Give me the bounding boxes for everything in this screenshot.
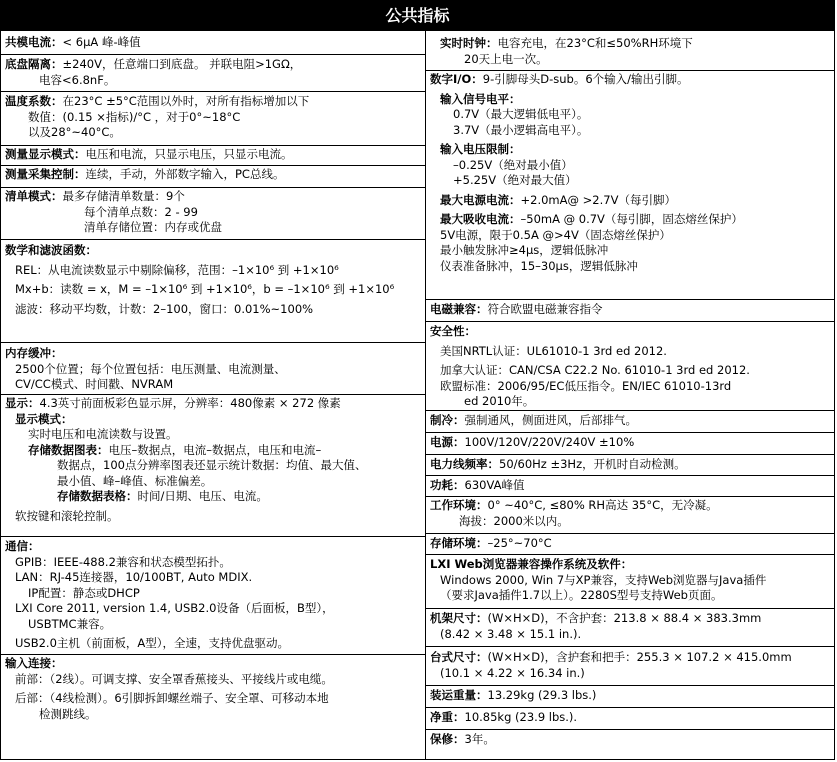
emc-value: 符合欧盟电磁兼容指令 xyxy=(487,302,603,316)
input-label: 输入连接： xyxy=(5,656,63,670)
consumption-section xyxy=(426,475,834,497)
temp-coef-cont1: 数值：(0.15 ×指标)/°C ，对于0°~18°C xyxy=(28,109,241,124)
digital-io-section xyxy=(426,70,834,300)
comm-usbhost: USB2.0主机（前面板，A型），全速，支持优盘驱动。 xyxy=(15,636,290,650)
display-realtime: 实时电压和电流读数与设置。 xyxy=(28,427,178,441)
lxi-web-section xyxy=(426,554,834,609)
dio-ready: 仪表准备脉冲，15–30μs，逻辑低脉冲 xyxy=(440,258,638,273)
rack-value: (W×H×D)，不含护套：213.8 × 88.4 × 383.3mm xyxy=(487,611,762,625)
cooling-label: 制冷： xyxy=(430,413,465,427)
display-label: 显示： xyxy=(5,396,40,410)
rack-cont: (8.42 × 3.48 × 15.1 in.). xyxy=(440,626,582,641)
comm-lan: LAN：RJ-45连接器，10/100BT, Auto MDIX. xyxy=(15,570,253,584)
warranty-section xyxy=(426,729,834,759)
display-graph-value: 电压–数据点，电流–数据点，电压和电流– xyxy=(108,442,322,457)
temp-coef-cont2: 以及28°~40°C。 xyxy=(28,125,121,139)
safety-ca: 加拿大认证：CAN/CSA C22.2 No. 61010-1 3rd ed 2012. xyxy=(440,363,750,377)
net-weight-section xyxy=(426,707,834,730)
clock-label: 实时时钟： xyxy=(440,36,498,50)
dio-level-label: 输入信号电平： xyxy=(440,91,521,106)
dio-sink-label: 最大吸收电流： xyxy=(440,212,521,226)
storage-label: 存储环境： xyxy=(430,536,488,550)
safety-us: 美国NRTL认证：UL61010-1 3rd ed 2012. xyxy=(440,343,667,358)
temp-coef-value: 在23°C ±5°C范围以外时，对所有指标增加以下 xyxy=(62,94,310,108)
bench-cont: (10.1 × 4.22 × 16.34 in.) xyxy=(440,665,585,680)
net-weight-value: 10.85kg (23.9 lbs.). xyxy=(464,710,578,724)
display-section xyxy=(1,394,425,537)
environment-value: 0° ~40°C, ≤80% RH高达 35°C，无冷凝。 xyxy=(487,498,718,512)
isolation-cont: 电容<6.8nF。 xyxy=(39,72,116,87)
safety-eu-cont: ed 2010年。 xyxy=(464,394,535,408)
digital-io-label: 数字I/O： xyxy=(430,72,483,86)
power-value: 100V/120V/220V/240V ±10% xyxy=(464,435,635,449)
dio-source-value: +2.0mA@ >2.7V（每引脚） xyxy=(520,192,676,207)
line-freq-value: 50/60Hz ±3Hz，开机时自动检测。 xyxy=(499,457,686,471)
input-section xyxy=(1,654,425,759)
input-front: 前部：（2线）。可调支撑、安全罩香蕉接头、平接线片或电缆。 xyxy=(15,671,333,686)
display-table-value: 时间/日期、电压、电流。 xyxy=(137,489,268,503)
page-title: 公共指标 xyxy=(1,1,834,31)
environment-altitude: 海拔：2000米以内。 xyxy=(459,513,569,528)
warranty-label: 保修： xyxy=(430,732,465,746)
line-freq-label: 电力线频率： xyxy=(430,457,499,471)
clock-cont: 20天上电一次。 xyxy=(464,51,548,66)
list-mode-cont1: 每个清单点数：2 - 99 xyxy=(84,204,198,219)
dio-supply: 5V电源，限于0.5A @>4V（固态熔丝保护） xyxy=(440,227,671,242)
math-filter: 滤波：移动平均数，计数：2–100，窗口：0.01%~100% xyxy=(15,301,314,316)
storage-section xyxy=(426,533,834,555)
display-graph-cont1: 数据点，100点分辨率图表还显示统计数据：均值、最大值、 xyxy=(57,458,367,472)
safety-eu: 欧盟标准：2006/95/EC低压指令。EN/IEC 61010-13rd xyxy=(440,378,732,393)
memory-line1: 2500个位置；每个位置包括：电压测量、电流测量、 xyxy=(15,361,286,376)
right-column xyxy=(426,31,834,759)
environment-label: 工作环境： xyxy=(430,498,488,512)
list-mode-label: 清单模式： xyxy=(5,189,63,203)
display-value: 4.3英寸前面板彩色显示屏，分辨率：480像素 × 272 像素 xyxy=(39,396,341,410)
ship-weight-label: 装运重量： xyxy=(430,688,488,702)
isolation-section xyxy=(1,54,425,92)
cooling-value: 强制通风，侧面进风，后部排气。 xyxy=(464,413,637,427)
warranty-value: 3年。 xyxy=(464,732,495,746)
dio-low: 0.7V（最大逻辑低电平）。 xyxy=(453,107,589,121)
comm-ip: IP配置：静态或DHCP xyxy=(28,585,140,600)
meas-display-value: 电压和电流，只显示电压，只显示电流。 xyxy=(85,147,293,161)
dio-trigger: 最小触发脉冲≥4μs，逻辑低脉冲 xyxy=(440,243,609,257)
temp-coef-label: 温度系数： xyxy=(5,94,63,108)
math-section xyxy=(1,239,425,343)
comm-usbtmc: USBTMC兼容。 xyxy=(28,616,112,631)
input-rear: 后部：（4线检测）。6引脚拆卸螺丝端子、安全罩、可移动本地 xyxy=(15,691,329,705)
safety-section xyxy=(426,321,834,411)
comm-lxi: LXI Core 2011, version 1.4, USB2.0设备（后面板，B型）， xyxy=(15,601,334,615)
power-label: 电源： xyxy=(430,435,465,449)
comm-label: 通信： xyxy=(5,539,40,553)
isolation-value: ±240V，任意端口到底盘。 并联电阻>1GΩ， xyxy=(62,57,302,71)
math-rel: REL：从电流读数显示中剔除偏移，范围：–1×10⁶ 到 +1×10⁶ xyxy=(15,262,339,277)
math-mxb: Mx+b：读数 = x，M = –1×10⁶ 到 +1×10⁶，b = –1×10⁶ 到 +1×10⁶ xyxy=(15,282,395,296)
dio-sink-value: –50mA @ 0.7V（每引脚，固态熔丝保护） xyxy=(520,212,743,226)
list-mode-section xyxy=(1,187,425,240)
common-mode-label: 共模电流： xyxy=(5,35,63,49)
dio-high: 3.7V（最小逻辑高电平）。 xyxy=(453,122,589,137)
memory-section xyxy=(1,342,425,395)
memory-line2: CV/CC模式、时间戳、NVRAM xyxy=(15,377,174,391)
cooling-section xyxy=(426,410,834,433)
clock-value: 电容充电，在23°C和≤50%RH环境下 xyxy=(497,36,693,50)
consumption-value: 630VA峰值 xyxy=(464,478,525,492)
display-graph-cont2: 最小值、峰–峰值、标准偏差。 xyxy=(57,473,213,488)
rack-section xyxy=(426,608,834,647)
display-table-label: 存储数据表格： xyxy=(57,489,138,503)
meas-display-section xyxy=(1,145,425,166)
comm-gpib: GPIB：IEEE-488.2兼容和状态模型拓扑。 xyxy=(15,554,231,569)
dio-limit-max: +5.25V（绝对最大值） xyxy=(453,173,577,187)
isolation-label: 底盘隔离： xyxy=(5,57,63,71)
bench-label: 台式尺寸： xyxy=(430,650,488,664)
bench-value: (W×H×D)，含护套和把手：255.3 × 107.2 × 415.0mm xyxy=(487,650,792,664)
emc-section xyxy=(426,299,834,322)
math-label: 数学和滤波函数： xyxy=(5,243,97,257)
comm-section xyxy=(1,536,425,655)
rack-label: 机架尺寸： xyxy=(430,611,488,625)
lxi-web-line1: Windows 2000, Win 7与XP兼容，支持Web浏览器与Java插件 xyxy=(440,572,767,587)
consumption-label: 功耗： xyxy=(430,478,465,492)
meas-control-value: 连续，手动，外部数字输入，PC总线。 xyxy=(85,167,285,181)
common-mode-section xyxy=(1,31,425,55)
display-graph-label: 存储数据图表： xyxy=(28,442,109,457)
environment-section xyxy=(426,496,834,534)
list-mode-value: 最多存储清单数量：9个 xyxy=(62,189,185,203)
list-mode-cont2: 清单存储位置：内存或优盘 xyxy=(84,220,222,234)
clock-section xyxy=(426,31,834,71)
bench-section xyxy=(426,646,834,686)
dio-limit-min: –0.25V（绝对最小值） xyxy=(453,157,573,172)
net-weight-label: 净重： xyxy=(430,710,465,724)
ship-weight-section xyxy=(426,685,834,708)
digital-io-value: 9-引脚母头D-sub。6个输入/输出引脚。 xyxy=(482,72,689,86)
meas-display-label: 测量显示模式： xyxy=(5,147,86,161)
dio-limit-label: 输入电压限制： xyxy=(440,142,521,156)
ship-weight-value: 13.29kg (29.3 lbs.) xyxy=(487,688,597,702)
display-modes-label: 显示模式： xyxy=(15,411,73,426)
lxi-web-line2: （要求Java插件1.7以上）。2280S型号支持Web页面。 xyxy=(440,588,723,602)
storage-value: –25°~70°C xyxy=(487,536,552,550)
input-rear-cont: 检测跳线。 xyxy=(39,706,97,721)
lxi-web-label: LXI Web浏览器兼容操作系统及软件： xyxy=(430,557,633,571)
display-softkeys: 软按键和滚轮控制。 xyxy=(15,508,119,523)
dio-source-label: 最大电源电流： xyxy=(440,192,521,207)
safety-label: 安全性： xyxy=(430,324,476,338)
meas-control-section xyxy=(1,165,425,188)
line-freq-section xyxy=(426,454,834,476)
left-column xyxy=(1,31,426,759)
meas-control-label: 测量采集控制： xyxy=(5,167,86,181)
emc-label: 电磁兼容： xyxy=(430,302,488,316)
common-mode-value: < 6μA 峰-峰值 xyxy=(62,35,141,49)
temp-coef-section xyxy=(1,91,425,146)
memory-label: 内存缓冲： xyxy=(5,346,63,360)
power-section xyxy=(426,432,834,455)
